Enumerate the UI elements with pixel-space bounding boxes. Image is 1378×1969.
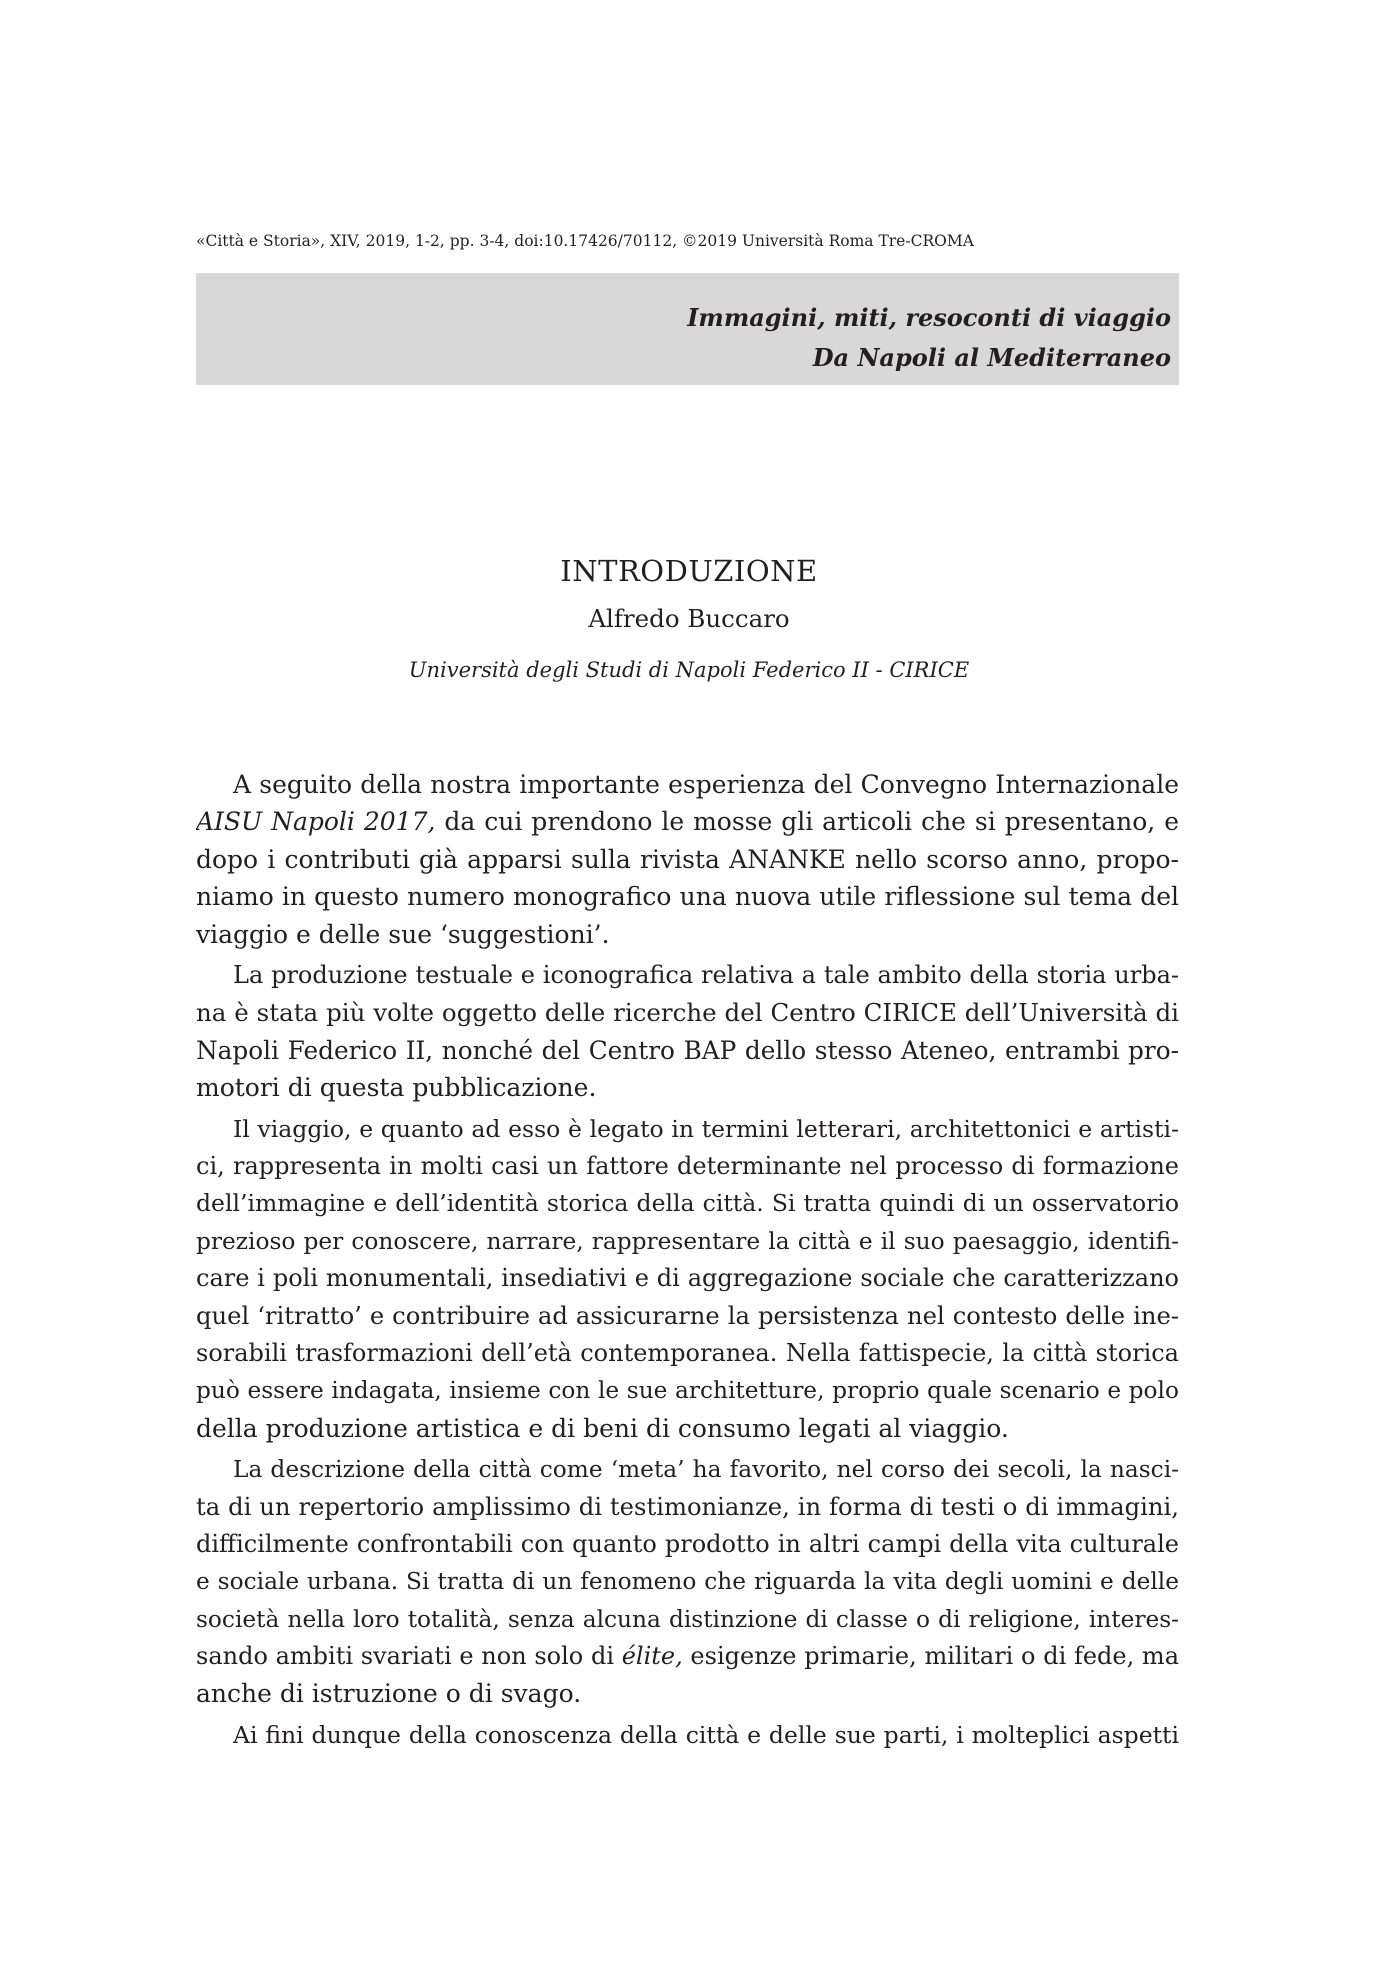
series-title-line-2: Da Napoli al Mediterraneo xyxy=(812,343,1171,372)
conference-name: AISU Napoli 2017, xyxy=(196,807,436,837)
italic-term: élite, xyxy=(621,1641,683,1670)
body-line: e sociale urbana. Si tratta di un fenomeno che riguarda la vita degli uomini e delle xyxy=(196,1568,1179,1596)
body-line: difficilmente confrontabili con quanto prodotto in altri campi della vita culturale xyxy=(196,1529,1179,1558)
body-line: La produzione testuale e iconografica relativa a tale ambito della storia urba- xyxy=(233,960,1179,989)
body-line-text: esigenze primarie, militari o di fede, ma xyxy=(682,1641,1179,1670)
running-head: «Città e Storia», XIV, 2019, 1-2, pp. 3-4, doi:10.17426/70112, ©2019 Università Roma Tre-CROMA xyxy=(196,232,974,250)
body-line: Il viaggio, e quanto ad esso è legato in termini letterari, architettonici e artisti- xyxy=(233,1114,1179,1143)
body-line: Napoli Federico II, nonché del Centro BAP dello stesso Ateneo, entrambi pro- xyxy=(196,1035,1179,1065)
body-line: può essere indagata, insieme con le sue architetture, proprio quale scenario e polo xyxy=(196,1377,1179,1405)
body-line: ta di un repertorio amplissimo di testimonianze, in forma di testi o di immagini, xyxy=(196,1492,1179,1522)
body-line: quel ‘ritratto’ e contribuire ad assicurarne la persistenza nel contesto delle ine- xyxy=(196,1301,1179,1331)
article-title: INTRODUZIONE xyxy=(560,554,818,588)
body-line: A seguito della nostra importante esperienza del Convegno Internazionale xyxy=(233,770,1179,799)
body-line: na è stata più volte oggetto delle ricerche del Centro CIRICE dell’Università di xyxy=(196,998,1179,1028)
paragraph-4 xyxy=(196,1451,1179,1713)
body-line: ci, rappresenta in molti casi un fattore determinante nel processo di formazione xyxy=(196,1151,1179,1180)
paragraph-2 xyxy=(196,957,1179,1107)
body-line: niamo in questo numero monografico una nuova utile riflessione sul tema del xyxy=(196,882,1179,912)
body-line: prezioso per conoscere, narrare, rappresentare la città e il suo paesaggio, identifi- xyxy=(196,1227,1179,1255)
paragraph-1 xyxy=(196,766,1179,953)
body-line-text: sando ambiti svariati e non solo di xyxy=(196,1641,622,1670)
body-line: care i poli monumentali, insediativi e di aggregazione sociale che caratterizzano xyxy=(196,1264,1179,1293)
body-line xyxy=(196,803,1179,840)
series-title-box xyxy=(196,273,1179,385)
paragraph-5 xyxy=(196,1717,1179,1754)
body-line-text: da cui prendono le mosse gli articoli che si presentano, e xyxy=(435,807,1179,837)
body-line: società nella loro totalità, senza alcuna distinzione di classe o di religione, interes- xyxy=(196,1605,1179,1633)
article-author: Alfredo Buccaro xyxy=(588,604,790,633)
body-line: della produzione artistica e di beni di consumo legati al viaggio. xyxy=(196,1413,1009,1443)
body-line: viaggio e delle sue ‘suggestioni’. xyxy=(196,919,610,949)
body-line: dopo i contributi già apparsi sulla rivista ANANKE nello scorso anno, propo- xyxy=(196,844,1179,874)
body-line: La descrizione della città come ‘meta’ ha favorito, nel corso dei secoli, la nasci- xyxy=(233,1456,1179,1484)
body-line: dell’immagine e dell’identità storica della città. Si tratta quindi di un osservatorio xyxy=(196,1189,1179,1218)
article-body xyxy=(196,766,1179,1754)
body-line: motori di questa pubblicazione. xyxy=(196,1073,597,1103)
paragraph-3 xyxy=(196,1111,1179,1448)
body-line: anche di istruzione o di svago. xyxy=(196,1679,582,1709)
article-affiliation: Università degli Studi di Napoli Federico II - CIRICE xyxy=(408,658,970,682)
series-title-line-1: Immagini, miti, resoconti di viaggio xyxy=(687,303,1171,332)
body-line xyxy=(196,1638,1179,1675)
body-line: sorabili trasformazioni dell’età contemporanea. Nella fattispecie, la città storica xyxy=(196,1338,1179,1367)
body-line: Ai fini dunque della conoscenza della città e delle sue parti, i molteplici aspetti xyxy=(233,1720,1179,1749)
